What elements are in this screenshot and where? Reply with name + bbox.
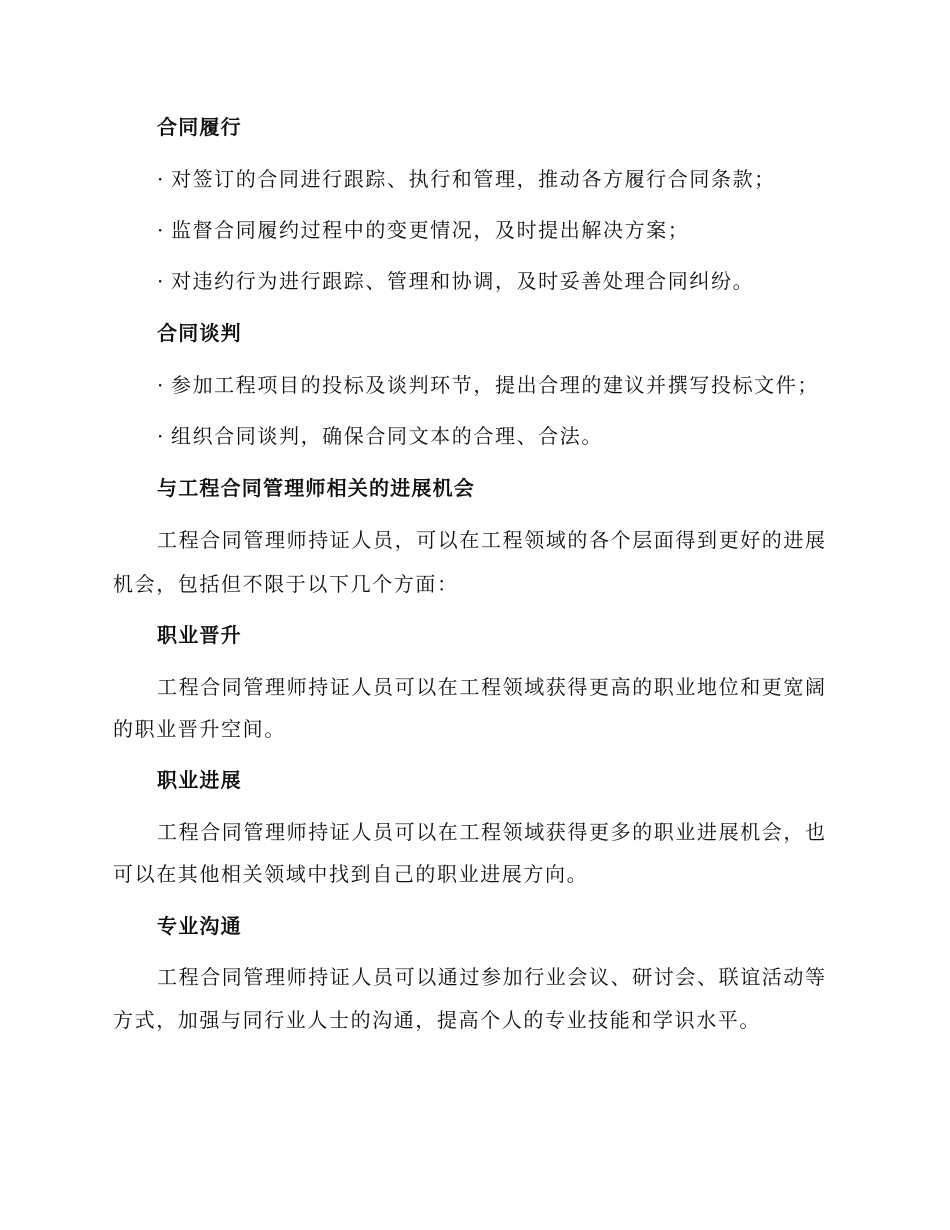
paragraph-line: 方式，加强与同行业人士的沟通，提高个人的专业技能和学识水平。 <box>113 1008 761 1032</box>
paragraph-line: 工程合同管理师持证人员可以在工程领域获得更高的职业地位和更宽阔 <box>157 675 827 699</box>
heading-promotion: 职业晋升 <box>157 623 242 647</box>
paragraph-line: 机会，包括但不限于以下几个方面： <box>113 572 459 596</box>
bullet-item <box>157 372 950 398</box>
bullet-dot: · <box>157 373 165 397</box>
heading-development: 职业进展 <box>157 768 242 792</box>
paragraph-line: 工程合同管理师持证人员可以在工程领域获得更多的职业进展机会，也 <box>157 820 827 844</box>
bullet-item <box>157 423 950 449</box>
bullet-dot: · <box>157 424 165 448</box>
bullet-dot: · <box>157 167 165 191</box>
bullet-item <box>157 217 950 243</box>
bullet-text: 对签订的合同进行跟踪、执行和管理，推动各方履行合同条款； <box>170 167 776 191</box>
bullet-dot: · <box>157 269 165 293</box>
paragraph-line: 工程合同管理师持证人员，可以在工程领域的各个层面得到更好的进展 <box>157 528 827 552</box>
heading-opportunities: 与工程合同管理师相关的进展机会 <box>157 476 475 500</box>
bullet-item <box>157 166 950 192</box>
bullet-text: 组织合同谈判，确保合同文本的合理、合法。 <box>170 424 603 448</box>
bullet-dot: · <box>157 218 165 242</box>
heading-contract-performance: 合同履行 <box>157 115 242 139</box>
bullet-text: 监督合同履约过程中的变更情况，及时提出解决方案； <box>170 218 690 242</box>
bullet-text: 对违约行为进行跟踪、管理和协调，及时妥善处理合同纠纷。 <box>170 269 755 293</box>
heading-communication: 专业沟通 <box>157 914 242 938</box>
paragraph-line: 的职业晋升空间。 <box>113 717 286 741</box>
bullet-text: 参加工程项目的投标及谈判环节，提出合理的建议并撰写投标文件； <box>170 373 819 397</box>
paragraph-line: 可以在其他相关领域中找到自己的职业进展方向。 <box>113 862 589 886</box>
heading-contract-negotiation: 合同谈判 <box>157 321 242 345</box>
paragraph-line: 工程合同管理师持证人员可以通过参加行业会议、研讨会、联谊活动等 <box>157 965 827 989</box>
bullet-item <box>157 268 950 294</box>
